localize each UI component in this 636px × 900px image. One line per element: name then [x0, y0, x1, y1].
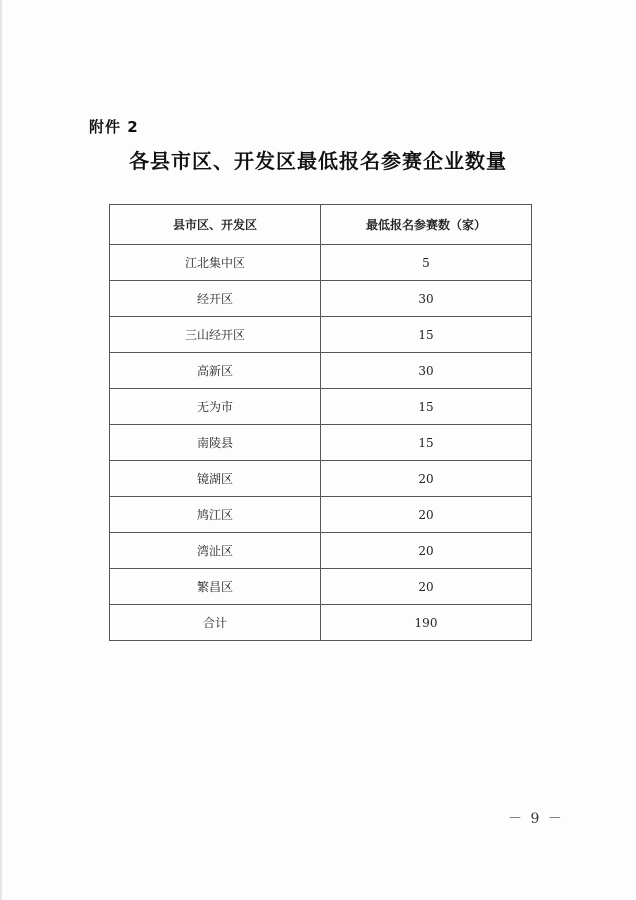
region-cell: 鸠江区 [110, 497, 321, 533]
table-row [110, 245, 532, 281]
table-row [110, 569, 532, 605]
table-row [110, 461, 532, 497]
count-cell: 20 [321, 533, 532, 569]
count-cell: 15 [321, 389, 532, 425]
table-row [110, 389, 532, 425]
region-cell: 经开区 [110, 281, 321, 317]
count-cell: 20 [321, 497, 532, 533]
total-count-cell: 190 [321, 605, 532, 641]
count-cell: 15 [321, 317, 532, 353]
table-header-row [110, 205, 532, 245]
quota-table [109, 204, 532, 641]
page-title: 各县市区、开发区最低报名参赛企业数量 [129, 149, 507, 173]
column-header-region: 县市区、开发区 [110, 205, 321, 245]
column-header-count: 最低报名参赛数（家） [321, 205, 532, 245]
count-cell: 20 [321, 461, 532, 497]
table-row [110, 533, 532, 569]
table-total-row [110, 605, 532, 641]
region-cell: 繁昌区 [110, 569, 321, 605]
count-cell: 30 [321, 353, 532, 389]
count-cell: 20 [321, 569, 532, 605]
table-row [110, 497, 532, 533]
count-cell: 30 [321, 281, 532, 317]
table-row [110, 317, 532, 353]
region-cell: 无为市 [110, 389, 321, 425]
region-cell: 江北集中区 [110, 245, 321, 281]
count-cell: 15 [321, 425, 532, 461]
region-cell: 南陵县 [110, 425, 321, 461]
region-cell: 高新区 [110, 353, 321, 389]
table-row [110, 425, 532, 461]
page-edge-shadow [0, 0, 2, 900]
attachment-label: 附件 2 [89, 118, 139, 136]
region-cell: 湾沚区 [110, 533, 321, 569]
page-number: － 9 － [508, 811, 564, 827]
region-cell: 三山经开区 [110, 317, 321, 353]
region-cell: 镜湖区 [110, 461, 321, 497]
table-row [110, 281, 532, 317]
count-cell: 5 [321, 245, 532, 281]
table-row [110, 353, 532, 389]
total-label-cell: 合计 [110, 605, 321, 641]
